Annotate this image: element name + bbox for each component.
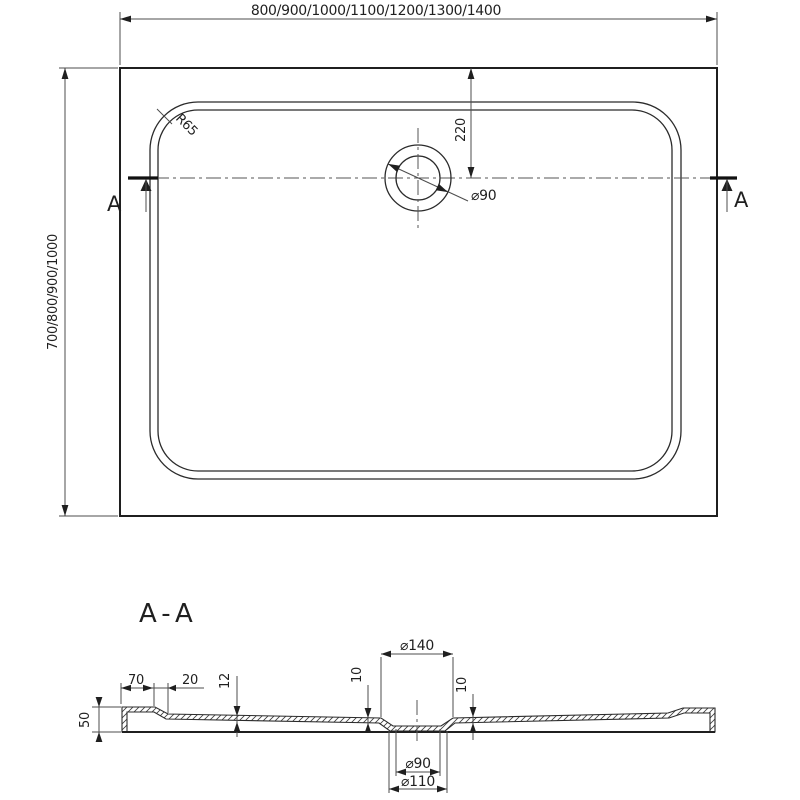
h50-arrow-bottom [96,732,103,742]
t10l-arrow-bottom [365,723,372,733]
d140-arrow-left [381,651,391,658]
drain-leader-line [388,164,468,201]
drain-diameter-label: ⌀90 [471,188,497,204]
drain-leader-arrow-upper [388,164,400,172]
section-marker-left-label: A [107,192,122,216]
basin-floor-edge [158,110,672,471]
section-title: A-A [139,599,198,629]
d110-arrow-right [437,786,447,793]
rim-width-label: 70 [128,673,144,688]
depth-dimension-label: 700/800/900/1000 [46,234,61,350]
d110-arrow-left [389,786,399,793]
t10r-arrow-top [470,707,477,717]
width-arrow-left [120,16,131,23]
width-dimension-label: 800/900/1000/1100/1200/1300/1400 [250,3,502,19]
t12-arrow-top [234,706,241,716]
thickness-left-label: 10 [350,667,365,683]
t10l-arrow-top [365,708,372,718]
recess-top-diameter-label: ⌀140 [400,638,434,654]
section-marker-right-label: A [734,188,749,212]
basin-top-edge [150,102,681,479]
drain-leader-arrow-lower [436,184,448,192]
width-arrow-right [706,16,717,23]
floor-thickness-label: 12 [218,673,233,689]
h50-arrow-top [96,697,103,707]
section-view [78,599,715,793]
top-view [46,3,749,516]
section-shell [122,707,715,732]
drain-offset-arrow-bottom [468,167,475,178]
drain-offset-arrow-top [468,68,475,79]
recess-bottom-diameter-label: ⌀110 [401,774,435,790]
w70-arrow-right [143,685,153,691]
w20-arrow-right [168,685,176,691]
drain-hole-diameter-label: ⌀90 [405,756,431,772]
edge-height-label: 50 [78,712,93,728]
thickness-right-label: 10 [455,677,470,693]
d140-arrow-right [443,651,453,658]
depth-arrow-bottom [62,505,69,516]
depth-arrow-top [62,68,69,79]
t10r-arrow-bottom [470,723,477,733]
drain-offset-label: 220 [454,118,469,142]
corner-radius-label: R65 [172,111,201,140]
t12-arrow-bottom [234,722,241,732]
slope-width-label: 20 [182,673,198,688]
